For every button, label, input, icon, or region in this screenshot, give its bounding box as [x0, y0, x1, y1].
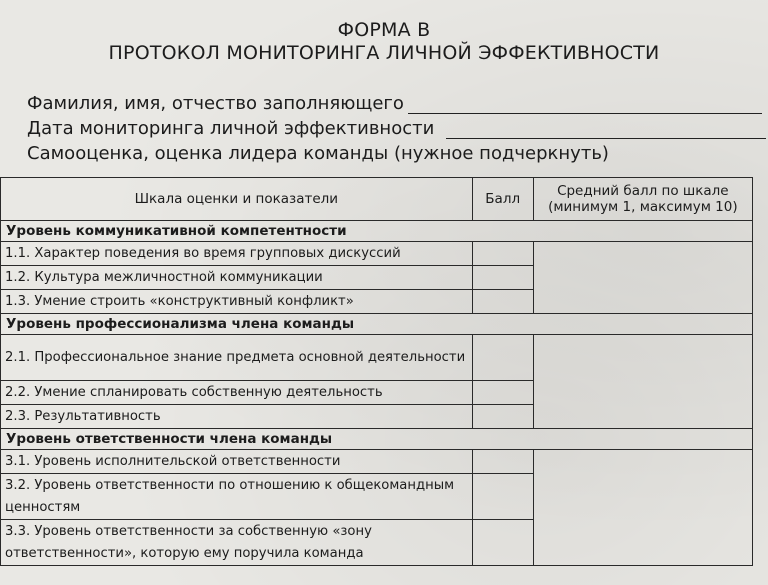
section-title: Уровень коммуникативной компетентности [1, 221, 753, 242]
form-title: ПРОТОКОЛ МОНИТОРИНГА ЛИЧНОЙ ЭФФЕКТИВНОСТИ [108, 42, 660, 64]
section-row [1, 221, 753, 242]
header-scale: Шкала оценки и показатели [1, 178, 473, 221]
indicator-label: 2.2. Умение спланировать собственную деятельность [1, 381, 473, 405]
self-assessment-label: Самооценка, оценка лидера команды [27, 143, 389, 164]
section-row [1, 314, 753, 335]
section-title: Уровень профессионализма члена команды [1, 314, 753, 335]
indicator-label: 1.3. Умение строить «конструктивный конфликт» [1, 290, 473, 314]
date-input-line[interactable] [446, 137, 766, 139]
header-average-range: (минимум 1, максимум 10) [548, 199, 738, 215]
score-cell[interactable] [472, 335, 533, 381]
name-field [27, 93, 762, 114]
score-cell[interactable] [472, 405, 533, 429]
indicator-label: 1.2. Культура межличностной коммуникации [1, 266, 473, 290]
table-row [1, 335, 753, 381]
score-cell[interactable] [472, 266, 533, 290]
indicator-label: 3.1. Уровень исполнительской ответственности [1, 450, 473, 474]
self-assessment-note: (нужное подчеркнуть) [393, 143, 609, 164]
date-field [27, 118, 766, 139]
score-cell[interactable] [472, 290, 533, 314]
score-cell[interactable] [472, 474, 533, 520]
indicator-label: 2.3. Результативность [1, 405, 473, 429]
header-average [533, 178, 752, 221]
score-cell[interactable] [472, 450, 533, 474]
indicator-label: 2.1. Профессиональное знание предмета основной деятельности [1, 335, 473, 381]
form-label: ФОРМА В [337, 19, 431, 41]
name-field-label: Фамилия, имя, отчество заполняющего [27, 93, 404, 114]
score-cell[interactable] [472, 381, 533, 405]
average-cell[interactable] [533, 450, 752, 566]
section-row [1, 429, 753, 450]
header-average-title: Средний балл по шкале [557, 183, 729, 199]
self-assessment-field [27, 143, 609, 164]
date-field-label: Дата мониторинга личной эффективности [27, 118, 435, 139]
table-row [1, 450, 753, 474]
monitoring-table [0, 177, 753, 566]
table-row [1, 242, 753, 266]
table-header-row [1, 178, 753, 221]
average-cell[interactable] [533, 335, 752, 429]
average-cell[interactable] [533, 242, 752, 314]
indicator-label: 1.1. Характер поведения во время групповых дискуссий [1, 242, 473, 266]
indicator-label: 3.2. Уровень ответственности по отношению к общекомандным ценностям [1, 474, 473, 520]
name-input-line[interactable] [408, 112, 762, 114]
header-score: Балл [472, 178, 533, 221]
score-cell[interactable] [472, 520, 533, 566]
indicator-label: 3.3. Уровень ответственности за собственную «зону ответственности», которую ему поручила команда [1, 520, 473, 566]
score-cell[interactable] [472, 242, 533, 266]
section-title: Уровень ответственности члена команды [1, 429, 753, 450]
